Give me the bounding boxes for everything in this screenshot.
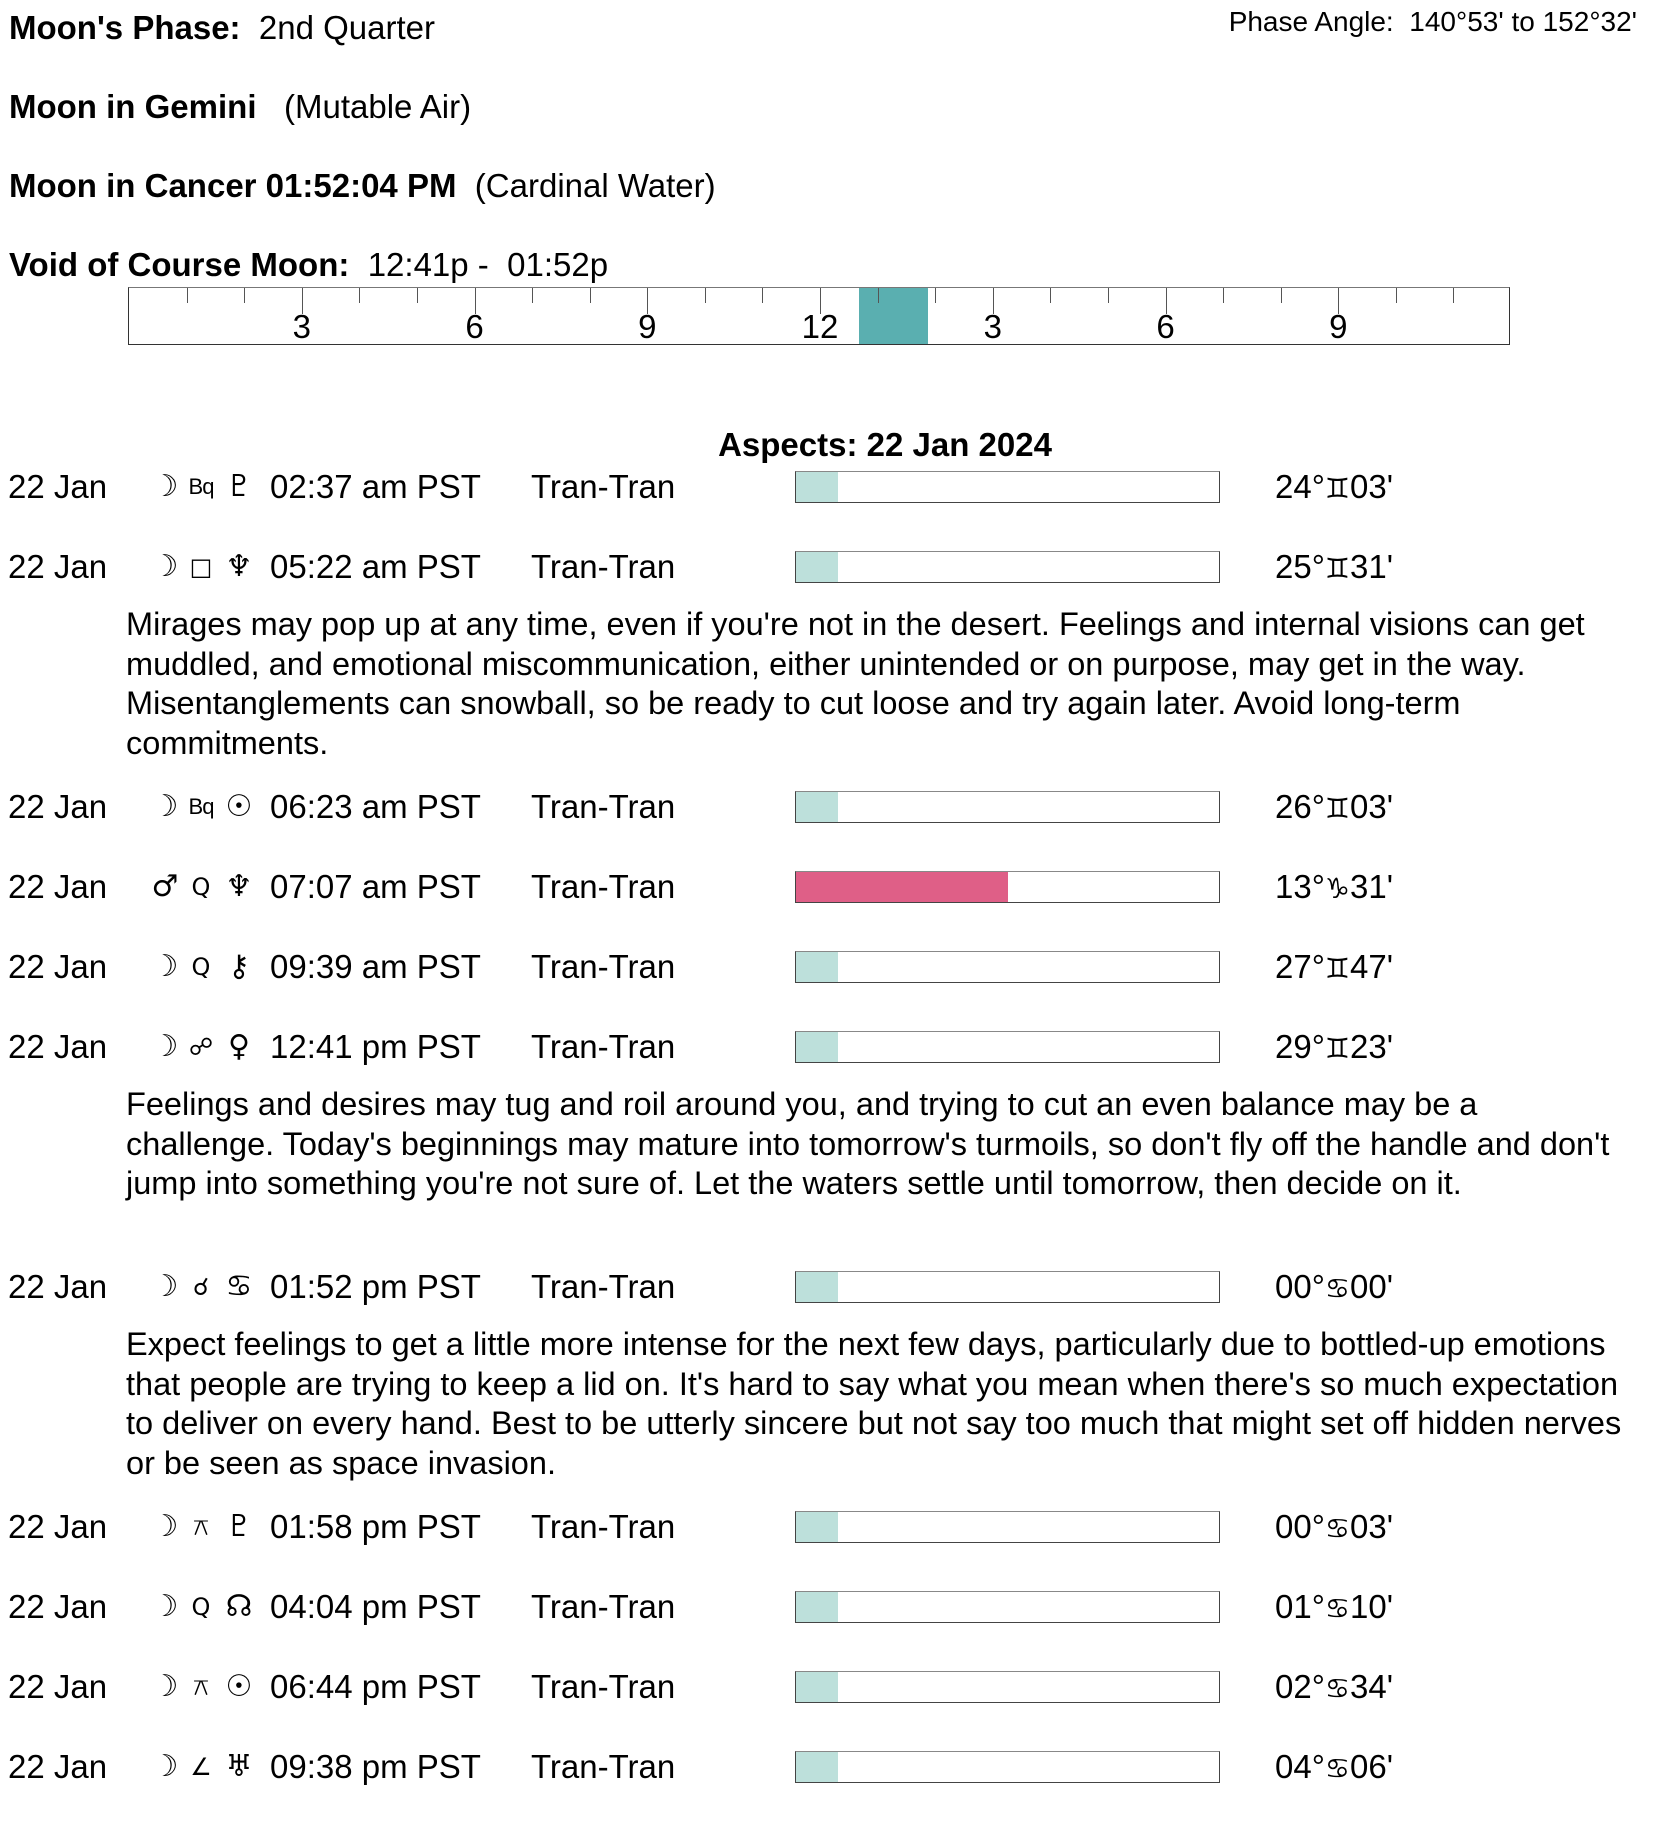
position-degree: 13° <box>1275 868 1325 905</box>
timeline-tick <box>244 288 245 303</box>
cancer-sign-icon: ♋ <box>1324 1272 1351 1305</box>
aspect-interpretation: Feelings and desires may tug and roil around you, and trying to cut an even balance may be a challenge. Today's beginnings may mature into tomorrow's turmoils, so don't fly off the handle and don't jump into something you're not sure of. Let the waters settle until tomorrow, then decide on it. <box>126 1086 1610 1201</box>
aspect-interpretation: Mirages may pop up at any time, even if you're not in the desert. Feelings and internal visions can get muddled, and emotional miscommunication, either unintended or on purpose, may get in the way. Misentanglements can snowball, so be ready to cut loose and try again later. Avoid long-term commitments. <box>126 606 1585 761</box>
timeline-tick <box>762 288 763 303</box>
aspect-strength-fill <box>796 1032 838 1062</box>
position-degree: 24° <box>1275 468 1325 505</box>
moon-glyph-icon: ☽ <box>151 1029 179 1064</box>
opposition-aspect-icon: ☍ <box>188 1033 214 1061</box>
aspect-strength-bar <box>795 551 1220 583</box>
biquintile-aspect-icon: Bq <box>188 794 214 819</box>
neptune-glyph-icon: ♆ <box>225 549 253 584</box>
aspect-date: 22 Jan <box>8 788 108 825</box>
gemini-sign-icon: ♊ <box>1324 472 1351 505</box>
aspect-date: 22 Jan <box>8 1028 108 1065</box>
moon-sign-line <box>9 87 471 127</box>
position-degree: 25° <box>1275 548 1325 585</box>
phase-line <box>9 8 435 48</box>
gemini-sign-icon: ♊ <box>1324 792 1351 825</box>
position-minute: 03' <box>1350 788 1394 825</box>
timeline-tick <box>1223 288 1224 303</box>
position-degree: 26° <box>1275 788 1325 825</box>
aspect-type: Tran-Tran <box>531 1668 676 1705</box>
aspect-position <box>1275 1267 1393 1309</box>
aspect-date: 22 Jan <box>8 1268 108 1305</box>
position-degree: 00° <box>1275 1268 1325 1305</box>
cancer-sign-icon: ♋ <box>1324 1672 1351 1705</box>
timeline-tick <box>187 288 188 303</box>
aspect-position <box>1275 547 1393 589</box>
aspect-date: 22 Jan <box>8 1508 108 1545</box>
position-minute: 03' <box>1350 468 1394 505</box>
aspect-time: 01:52 pm PST <box>270 1268 481 1305</box>
aspect-time: 07:07 am PST <box>270 868 481 905</box>
timeline-tick <box>705 288 706 303</box>
ingress-line <box>9 166 716 206</box>
timeline-tick <box>590 288 591 303</box>
position-degree: 02° <box>1275 1668 1325 1705</box>
aspect-date: 22 Jan <box>8 948 108 985</box>
aspect-type: Tran-Tran <box>531 788 676 825</box>
timeline-tick-label: 9 <box>1329 308 1348 345</box>
voc-line <box>9 245 608 285</box>
aspect-date: 22 Jan <box>8 468 108 505</box>
phase-angle-label: Phase Angle: <box>1228 6 1394 37</box>
aspect-type: Tran-Tran <box>531 548 676 585</box>
position-degree: 00° <box>1275 1508 1325 1545</box>
gemini-sign-icon: ♊ <box>1324 1032 1351 1065</box>
aspect-strength-bar <box>795 951 1220 983</box>
aspect-strength-bar <box>795 1271 1220 1303</box>
timeline-tick <box>359 288 360 303</box>
aspect-position <box>1275 1747 1393 1789</box>
timeline-tick <box>935 288 936 303</box>
gemini-sign-icon: ♊ <box>1324 552 1351 585</box>
timeline-tick-label: 12 <box>801 308 839 345</box>
position-minute: 06' <box>1350 1748 1394 1785</box>
aspect-strength-fill <box>796 472 838 502</box>
aspect-strength-fill <box>796 872 1008 902</box>
timeline-tick <box>1281 288 1282 303</box>
aspect-strength-fill <box>796 1512 838 1542</box>
quintile-aspect-icon: Q <box>191 953 211 981</box>
aspect-type: Tran-Tran <box>531 1508 676 1545</box>
timeline-tick-label: 6 <box>465 308 484 345</box>
moon-glyph-icon: ☽ <box>151 1749 179 1784</box>
aspect-type: Tran-Tran <box>531 1268 676 1305</box>
ingress-label: Moon in Cancer 01:52:04 PM <box>9 167 457 204</box>
aspect-strength-bar <box>795 1511 1220 1543</box>
moon-glyph-icon: ☽ <box>151 789 179 824</box>
moon-glyph-icon: ☽ <box>151 469 179 504</box>
aspect-strength-fill <box>796 1592 838 1622</box>
aspect-type: Tran-Tran <box>531 1028 676 1065</box>
phase-angle-value: 140°53' to 152°32' <box>1409 6 1637 37</box>
aspect-date: 22 Jan <box>8 868 108 905</box>
aspect-time: 05:22 am PST <box>270 548 481 585</box>
position-minute: 10' <box>1350 1588 1394 1625</box>
position-degree: 01° <box>1275 1588 1325 1625</box>
aspect-type: Tran-Tran <box>531 868 676 905</box>
voc-timeline <box>128 287 1510 345</box>
timeline-tick <box>1453 288 1454 303</box>
quintile-aspect-icon: Q <box>191 1593 211 1621</box>
aspect-position <box>1275 1667 1393 1709</box>
position-minute: 03' <box>1350 1508 1394 1545</box>
position-degree: 27° <box>1275 948 1325 985</box>
aspect-time: 06:23 am PST <box>270 788 481 825</box>
venus-glyph-icon: ♀ <box>228 1029 250 1064</box>
aspect-type: Tran-Tran <box>531 1588 676 1625</box>
aspect-date: 22 Jan <box>8 1748 108 1785</box>
moon-sign-label: Moon in Gemini <box>9 88 257 125</box>
moon-glyph-icon: ☽ <box>151 549 179 584</box>
timeline-tick <box>532 288 533 303</box>
uranus-glyph-icon: ♅ <box>225 1749 253 1784</box>
aspect-time: 06:44 pm PST <box>270 1668 481 1705</box>
position-minute: 34' <box>1350 1668 1394 1705</box>
aspect-position <box>1275 947 1393 989</box>
neptune-glyph-icon: ♆ <box>225 869 253 904</box>
aspect-position <box>1275 867 1393 909</box>
ingress-quality: (Cardinal Water) <box>474 167 716 204</box>
moon-glyph-icon: ☽ <box>151 1669 179 1704</box>
timeline-tick <box>878 288 879 303</box>
quincunx-aspect-icon: ⚻ <box>193 1513 209 1541</box>
position-minute: 47' <box>1350 948 1394 985</box>
moon-glyph-icon: ☽ <box>151 949 179 984</box>
aspect-time: 12:41 pm PST <box>270 1028 481 1065</box>
timeline-tick-label: 3 <box>292 308 311 345</box>
moon-sign-quality: (Mutable Air) <box>284 88 472 125</box>
aspect-type: Tran-Tran <box>531 468 676 505</box>
phase-angle <box>1229 6 1637 38</box>
quintile-aspect-icon: Q <box>191 873 211 901</box>
aspect-strength-bar <box>795 1591 1220 1623</box>
aspect-type: Tran-Tran <box>531 948 676 985</box>
chiron-glyph-icon: ⚷ <box>228 949 250 984</box>
timeline-tick-label: 6 <box>1156 308 1175 345</box>
position-minute: 31' <box>1350 868 1394 905</box>
aspect-strength-fill <box>796 1752 838 1782</box>
aspects-title: Aspects: 22 Jan 2024 <box>718 426 1052 463</box>
aspect-position <box>1275 787 1393 829</box>
aspect-strength-fill <box>796 952 838 982</box>
aspect-time: 09:38 pm PST <box>270 1748 481 1785</box>
aspect-date: 22 Jan <box>8 548 108 585</box>
cancer-glyph-icon: ♋ <box>225 1269 253 1304</box>
aspect-time: 02:37 am PST <box>270 468 481 505</box>
cancer-sign-icon: ♋ <box>1324 1512 1351 1545</box>
aspect-strength-fill <box>796 552 838 582</box>
conjunction-aspect-icon: ☌ <box>192 1273 210 1301</box>
aspect-strength-bar <box>795 1751 1220 1783</box>
voc-shaded-region <box>859 288 927 344</box>
capricorn-sign-icon: ♑ <box>1324 872 1351 905</box>
aspect-date: 22 Jan <box>8 1588 108 1625</box>
aspect-time: 04:04 pm PST <box>270 1588 481 1625</box>
square-aspect-icon: □ <box>189 553 213 581</box>
pluto-glyph-icon: ♇ <box>225 469 253 504</box>
aspect-strength-bar <box>795 1031 1220 1063</box>
aspect-strength-bar <box>795 471 1220 503</box>
aspect-time: 09:39 am PST <box>270 948 481 985</box>
aspect-strength-bar <box>795 791 1220 823</box>
position-minute: 31' <box>1350 548 1394 585</box>
position-degree: 29° <box>1275 1028 1325 1065</box>
quincunx-aspect-icon: ⚻ <box>193 1673 209 1701</box>
phase-value: 2nd Quarter <box>258 9 436 46</box>
moon-glyph-icon: ☽ <box>151 1509 179 1544</box>
biquintile-aspect-icon: Bq <box>188 474 214 499</box>
moon-glyph-icon: ☽ <box>151 1589 179 1624</box>
timeline-tick <box>417 288 418 303</box>
timeline-tick <box>1108 288 1109 303</box>
position-minute: 23' <box>1350 1028 1394 1065</box>
aspect-position <box>1275 1027 1393 1069</box>
aspect-time: 01:58 pm PST <box>270 1508 481 1545</box>
phase-label: Moon's Phase: <box>9 9 241 46</box>
timeline-tick-label: 3 <box>983 308 1002 345</box>
voc-label: Void of Course Moon: <box>9 246 350 283</box>
aspect-strength-fill <box>796 1272 838 1302</box>
aspect-strength-fill <box>796 792 838 822</box>
north-node-glyph-icon: ☊ <box>225 1589 253 1624</box>
aspect-date: 22 Jan <box>8 1668 108 1705</box>
position-minute: 00' <box>1350 1268 1394 1305</box>
cancer-sign-icon: ♋ <box>1324 1752 1351 1785</box>
timeline-tick <box>1396 288 1397 303</box>
semisquare-aspect-icon: ∠ <box>190 1753 212 1781</box>
aspect-interpretation: Expect feelings to get a little more intense for the next few days, particularly due to bottled-up emotions that people are trying to keep a lid on. It's hard to say what you mean when there's so much expectation to deliver on every hand. Best to be utterly sincere but not say too much that might set off hidden nerves or be seen as space invasion. <box>126 1326 1622 1481</box>
aspect-position <box>1275 1587 1393 1629</box>
timeline-tick <box>1050 288 1051 303</box>
position-degree: 04° <box>1275 1748 1325 1785</box>
sun-glyph-icon: ☉ <box>225 1669 253 1704</box>
aspect-position <box>1275 1507 1393 1549</box>
moon-glyph-icon: ☽ <box>151 1269 179 1304</box>
gemini-sign-icon: ♊ <box>1324 952 1351 985</box>
cancer-sign-icon: ♋ <box>1324 1592 1351 1625</box>
aspect-strength-bar <box>795 1671 1220 1703</box>
timeline-tick-label: 9 <box>638 308 657 345</box>
aspect-strength-fill <box>796 1672 838 1702</box>
sun-glyph-icon: ☉ <box>225 789 253 824</box>
aspect-position <box>1275 467 1393 509</box>
pluto-glyph-icon: ♇ <box>225 1509 253 1544</box>
voc-value: 12:41p - 01:52p <box>367 246 609 283</box>
mars-glyph-icon: ♂ <box>151 869 179 904</box>
aspect-strength-bar <box>795 871 1220 903</box>
aspect-type: Tran-Tran <box>531 1748 676 1785</box>
